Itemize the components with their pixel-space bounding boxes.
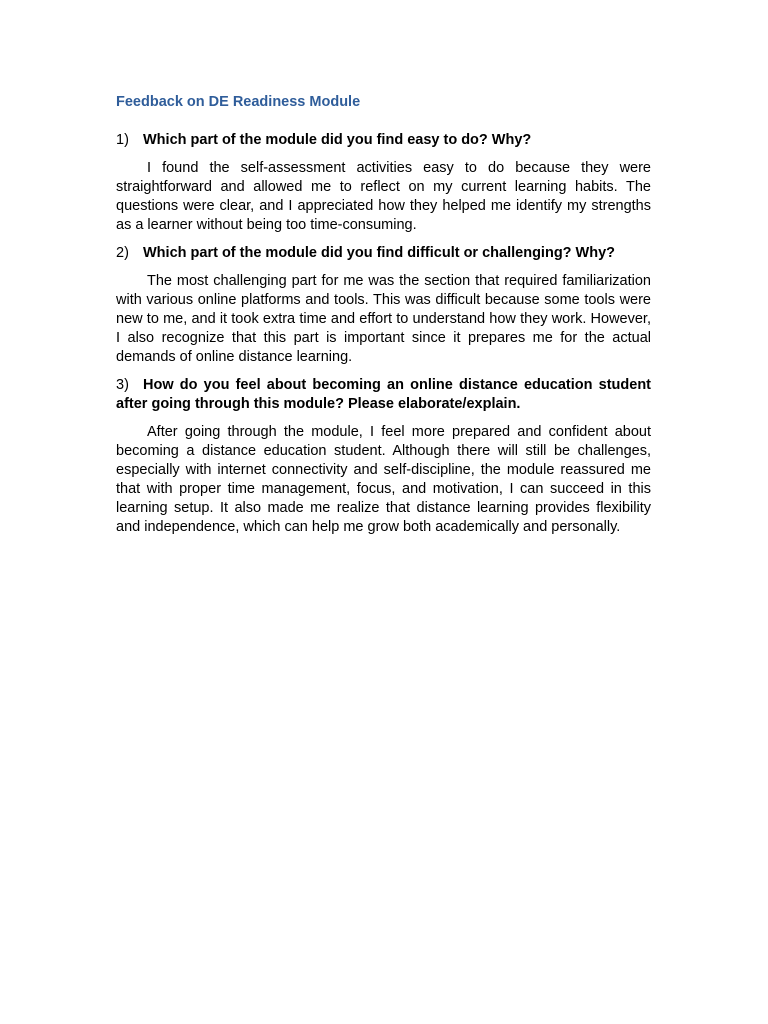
question-number: 3) — [116, 377, 129, 393]
question-number: 1) — [116, 132, 129, 148]
question-2 — [116, 244, 651, 263]
answer-3: After going through the module, I feel more prepared and confident about becoming a distance education student. Although there will still be challenges, especially with internet connectivity and self-discipline, the module reassured me that with proper time management, focus, and motivation, I can succeed in this learning setup. It also made me realize that distance learning provides flexibility and independence, which can help me grow both academically and personally. — [116, 424, 651, 535]
question-text: Which part of the module did you find difficult or challenging? Why? — [143, 245, 616, 261]
question-number: 2) — [116, 245, 129, 261]
answer-1: I found the self-assessment activities easy to do because they were straightforward and allowed me to reflect on my current learning habits. The questions were clear, and I appreciated how they helped me identify my strengths as a learner without being too time-consuming. — [116, 160, 651, 233]
question-3 — [116, 376, 651, 414]
question-1 — [116, 131, 651, 150]
document-title: Feedback on DE Readiness Module — [116, 94, 361, 110]
question-text: How do you feel about becoming an online distance education student after going through this module? Please elaborate/explain. — [116, 377, 651, 412]
document-page — [116, 93, 651, 546]
answer-2: The most challenging part for me was the section that required familiarization with various online platforms and tools. This was difficult because some tools were new to me, and it took extra time and effort to understand how they work. However, I also recognize that this part is important since it prepares me for the actual demands of online distance learning. — [116, 273, 651, 365]
question-text: Which part of the module did you find easy to do? Why? — [143, 132, 532, 148]
